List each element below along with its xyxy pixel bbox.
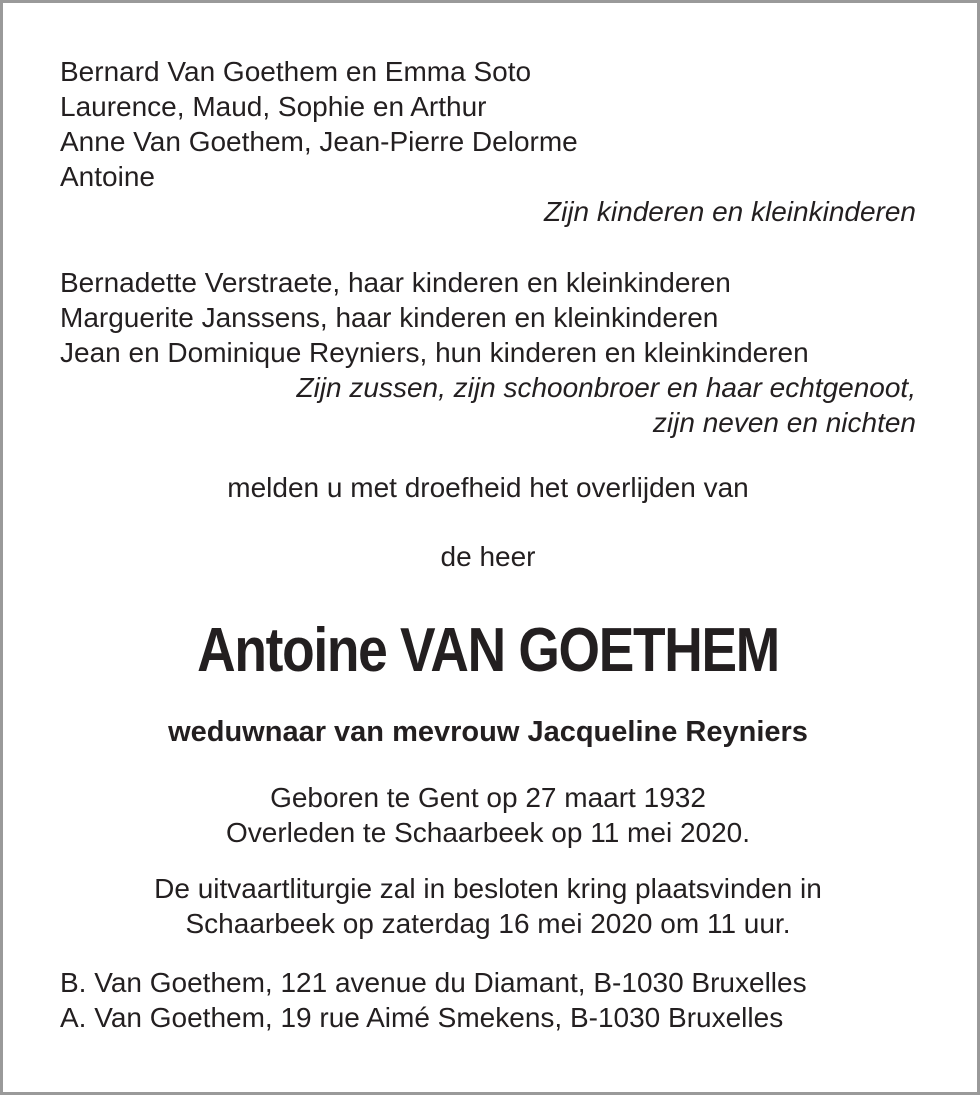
family-line: Anne Van Goethem, Jean-Pierre Delorme [60, 126, 578, 157]
funeral-info [60, 871, 916, 941]
relation-label: Zijn zussen, zijn schoonbroer en haar echtgenoot, [296, 372, 916, 403]
relation-label: Zijn kinderen en kleinkinderen [544, 196, 916, 227]
family-line: Antoine [60, 161, 155, 192]
address-line: B. Van Goethem, 121 avenue du Diamant, B-1030 Bruxelles [60, 967, 807, 998]
birth-line: Geboren te Gent op 27 maart 1932 [270, 782, 706, 813]
family-line: Jean en Dominique Reyniers, hun kinderen en kleinkinderen [60, 337, 809, 368]
announcement-text: melden u met droefheid het overlijden van [227, 472, 749, 503]
children-section [60, 54, 916, 229]
honorific-title: de heer [440, 541, 536, 572]
family-line: Marguerite Janssens, haar kinderen en kleinkinderen [60, 302, 719, 333]
funeral-line: Schaarbeek op zaterdag 16 mei 2020 om 11 uur. [185, 908, 791, 939]
family-line: Bernadette Verstraete, haar kinderen en kleinkinderen [60, 267, 731, 298]
widower-line: weduwnaar van mevrouw Jacqueline Reyniers [168, 716, 808, 748]
relation-label: zijn neven en nichten [652, 407, 916, 438]
family-line: Laurence, Maud, Sophie en Arthur [60, 91, 487, 122]
address-line: A. Van Goethem, 19 rue Aimé Smekens, B-1030 Bruxelles [60, 1002, 784, 1033]
funeral-line: De uitvaartliturgie zal in besloten kring plaatsvinden in [154, 873, 822, 904]
deceased-name: Antoine VAN GOETHEM [197, 616, 779, 685]
death-notice [60, 54, 916, 1035]
siblings-section [60, 265, 916, 440]
contact-addresses [60, 965, 916, 1035]
death-line: Overleden te Schaarbeek op 11 mei 2020. [225, 817, 751, 848]
family-line: Bernard Van Goethem en Emma Soto [60, 56, 532, 87]
life-dates [60, 780, 916, 850]
